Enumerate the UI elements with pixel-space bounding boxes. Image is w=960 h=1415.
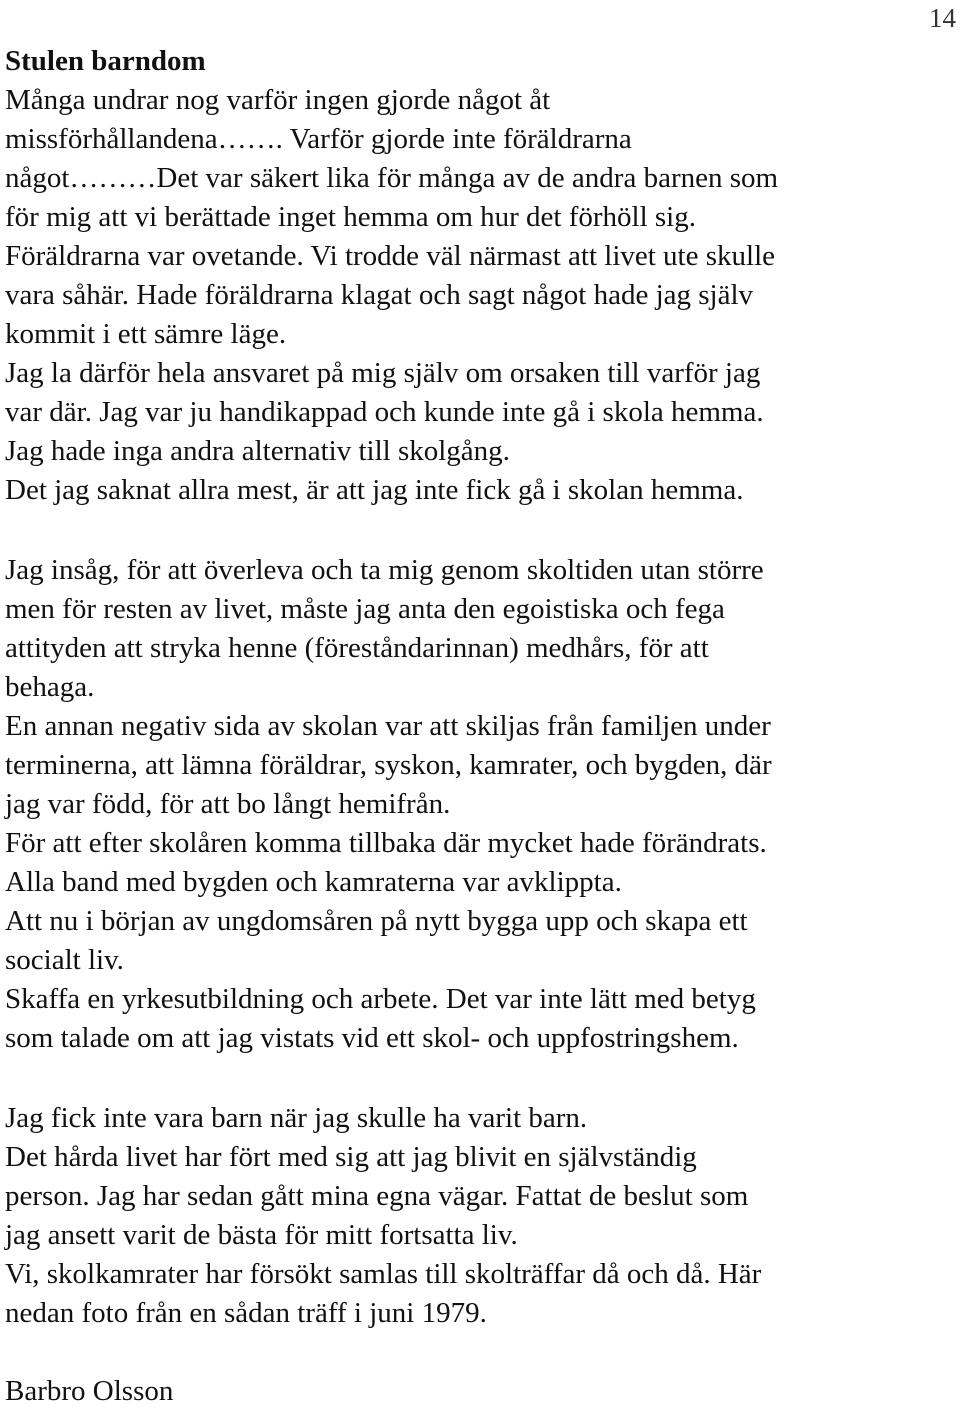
text-line: En annan negativ sida av skolan var att skiljas från familjen under <box>5 710 771 742</box>
text-line: för mig att vi berättade inget hemma om hur det förhöll sig. <box>5 201 696 233</box>
text-line: Skaffa en yrkesutbildning och arbete. Det var inte lätt med betyg <box>5 983 756 1015</box>
text-line: Jag hade inga andra alternativ till skolgång. <box>5 435 510 467</box>
text-line: För att efter skolåren komma tillbaka där mycket hade förändrats. <box>5 827 767 859</box>
text-line: Föräldrarna var ovetande. Vi trodde väl närmast att livet ute skulle <box>5 240 776 272</box>
author-signature: Barbro Olsson <box>5 1375 174 1407</box>
paragraph-1 <box>5 81 955 510</box>
text-line: men för resten av livet, måste jag anta den egoistiska och fega <box>5 593 725 625</box>
text-line: Alla band med bygden och kamraterna var avklippta. <box>5 866 622 898</box>
text-line: Jag la därför hela ansvaret på mig själv om orsaken till varför jag <box>5 357 761 389</box>
paragraph-3 <box>5 1099 955 1333</box>
text-line: som talade om att jag vistats vid ett skol- och uppfostringshem. <box>5 1022 739 1054</box>
text-line: kommit i ett sämre läge. <box>5 318 287 350</box>
paragraph-2 <box>5 551 955 1058</box>
text-line: vara såhär. Hade föräldrarna klagat och sagt något hade jag själv <box>5 279 754 311</box>
text-line: terminerna, att lämna föräldrar, syskon, kamrater, och bygden, där <box>5 749 772 781</box>
text-line: var där. Jag var ju handikappad och kunde inte gå i skola hemma. <box>5 396 764 428</box>
paragraph-spacer <box>5 1333 955 1372</box>
text-line: Det hårda livet har fört med sig att jag blivit en självständig <box>5 1141 697 1173</box>
paragraph-spacer <box>5 510 955 551</box>
paragraph-spacer <box>5 1058 955 1099</box>
text-line: person. Jag har sedan gått mina egna vägar. Fattat de beslut som <box>5 1180 749 1212</box>
text-line: socialt liv. <box>5 944 124 976</box>
text-line: Vi, skolkamrater har försökt samlas till skolträffar då och då. Här <box>5 1258 762 1290</box>
text-line: nedan foto från en sådan träff i juni 1979. <box>5 1297 487 1329</box>
document-title: Stulen barndom <box>5 45 206 77</box>
text-line: Många undrar nog varför ingen gjorde något åt <box>5 84 551 116</box>
text-line: jag ansett varit de bästa för mitt fortsatta liv. <box>5 1219 518 1251</box>
text-line: missförhållandena……. Varför gjorde inte föräldrarna <box>5 123 632 155</box>
text-line: behaga. <box>5 671 95 703</box>
text-line: Jag fick inte vara barn när jag skulle ha varit barn. <box>5 1102 588 1134</box>
document-body <box>5 42 955 1411</box>
text-line: Det jag saknat allra mest, är att jag inte fick gå i skolan hemma. <box>5 474 744 506</box>
text-line: Att nu i början av ungdomsåren på nytt bygga upp och skapa ett <box>5 905 748 937</box>
text-line: jag var född, för att bo långt hemifrån. <box>5 788 451 820</box>
page-number: 14 <box>929 3 956 33</box>
text-line: något………Det var säkert lika för många av de andra barnen som <box>5 162 779 194</box>
text-line: attityden att stryka henne (föreståndarinnan) medhårs, för att <box>5 632 709 664</box>
text-line: Jag insåg, för att överleva och ta mig genom skoltiden utan större <box>5 554 764 586</box>
